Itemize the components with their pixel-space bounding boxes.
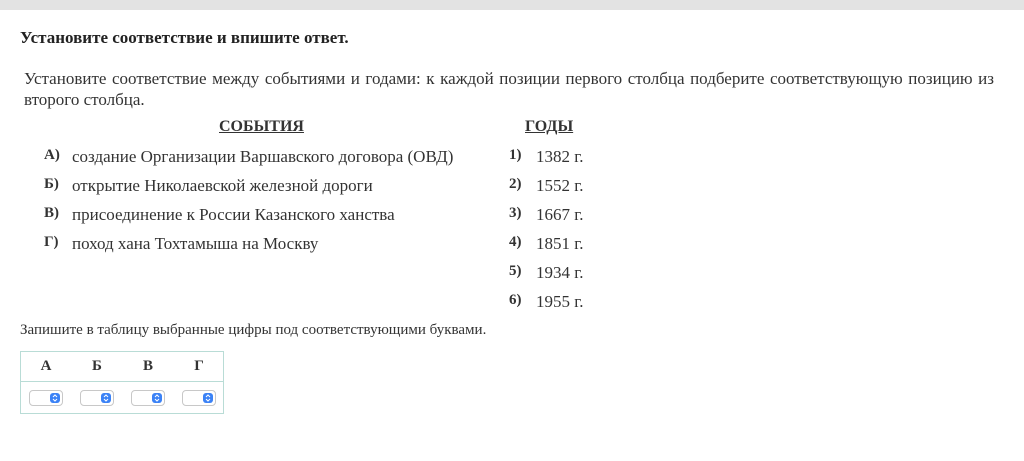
answer-table bbox=[20, 351, 224, 414]
years-column-header: ГОДЫ bbox=[525, 118, 574, 135]
answer-select-v[interactable] bbox=[131, 390, 165, 406]
year-number: 6) bbox=[509, 292, 522, 308]
event-text: поход хана Тохтамыша на Москву bbox=[72, 234, 319, 253]
year-number: 1) bbox=[509, 147, 522, 163]
chevron-up-down-icon bbox=[50, 393, 60, 403]
answer-column-letter: Б bbox=[92, 358, 102, 374]
answer-select-b[interactable] bbox=[80, 390, 114, 406]
year-text: 1382 г. bbox=[536, 147, 584, 166]
answer-column-letter: Г bbox=[194, 358, 204, 374]
year-text: 1955 г. bbox=[536, 292, 584, 311]
event-letter: Г) bbox=[44, 234, 59, 250]
event-letter: В) bbox=[44, 205, 59, 221]
year-text: 1934 г. bbox=[536, 263, 584, 282]
answer-select-a[interactable] bbox=[29, 390, 63, 406]
chevron-up-down-icon bbox=[203, 393, 213, 403]
chevron-up-down-icon bbox=[101, 393, 111, 403]
event-text: присоединение к России Казанского ханства bbox=[72, 205, 395, 224]
event-letter: Б) bbox=[44, 176, 59, 192]
year-text: 1552 г. bbox=[536, 176, 584, 195]
instruction-text: Запишите в таблицу выбранные цифры под соответствующими буквами. bbox=[20, 322, 487, 338]
top-bar bbox=[0, 0, 1024, 10]
answer-table-divider bbox=[21, 381, 223, 382]
answer-select-g[interactable] bbox=[182, 390, 216, 406]
question-text: Установите соответствие между событиями и годами: к каждой позиции первого столбца подберите соответствующую позицию из второго столбца. bbox=[24, 69, 994, 109]
task-title: Установите соответствие и впишите ответ. bbox=[20, 28, 349, 47]
events-column-header: СОБЫТИЯ bbox=[219, 118, 304, 135]
answer-column-letter: В bbox=[142, 358, 153, 374]
year-number: 2) bbox=[509, 176, 522, 192]
year-number: 4) bbox=[509, 234, 522, 250]
year-text: 1851 г. bbox=[536, 234, 584, 253]
year-number: 5) bbox=[509, 263, 522, 279]
event-text: открытие Николаевской железной дороги bbox=[72, 176, 373, 195]
answer-column-letter: А bbox=[40, 358, 52, 374]
chevron-up-down-icon bbox=[152, 393, 162, 403]
event-letter: А) bbox=[44, 147, 60, 163]
year-text: 1667 г. bbox=[536, 205, 584, 224]
event-text: создание Организации Варшавского договора (ОВД) bbox=[72, 147, 454, 166]
year-number: 3) bbox=[509, 205, 522, 221]
